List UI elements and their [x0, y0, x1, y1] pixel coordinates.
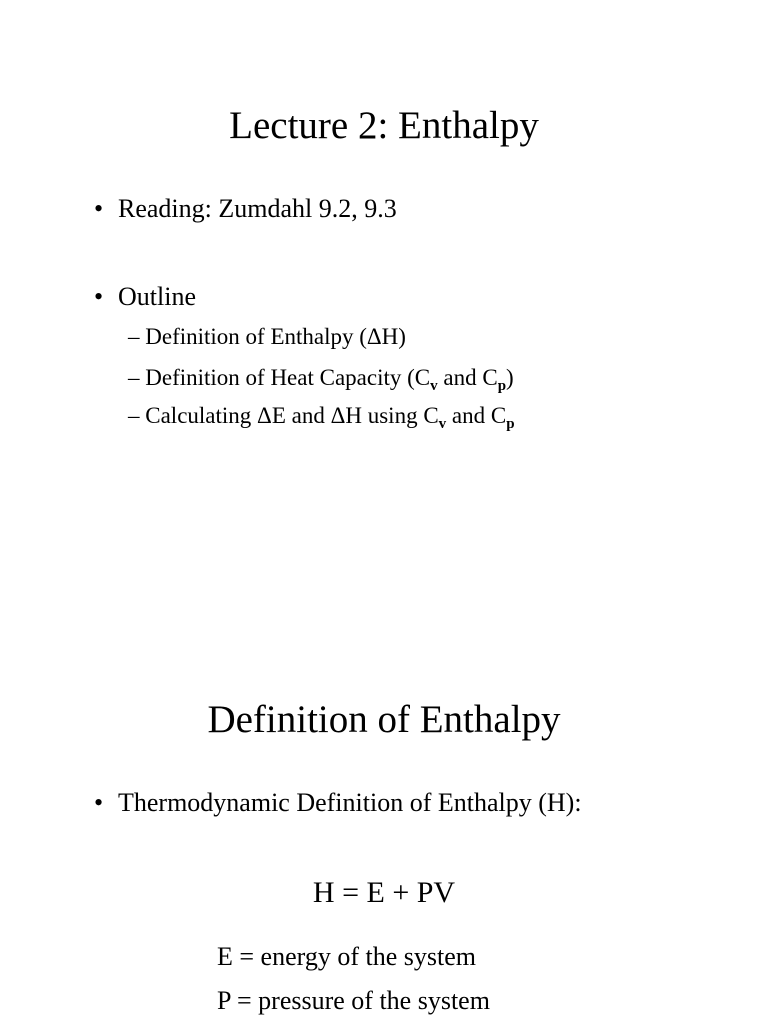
outline-item-text: and C	[446, 403, 507, 428]
bullet-icon: •	[94, 194, 104, 223]
subscript-v: v	[430, 378, 438, 394]
slide2-title: Definition of Enthalpy	[207, 698, 561, 741]
bullet-icon: •	[94, 282, 104, 311]
slide1-title: Lecture 2: Enthalpy	[229, 104, 539, 147]
outline-item-text: and C	[437, 365, 498, 390]
subscript-p: p	[497, 378, 507, 394]
outline-item-text: – Calculating ΔE and ΔH using C	[128, 403, 439, 428]
enthalpy-equation: H = E + PV	[312, 876, 456, 909]
bullet-icon: •	[94, 788, 104, 817]
definition-pressure: P = pressure of the system	[217, 986, 490, 1015]
outline-item-text: )	[506, 365, 514, 390]
outline-item-text: – Definition of Heat Capacity (C	[128, 365, 431, 390]
outline-item-enthalpy	[128, 325, 406, 348]
definition-energy: E = energy of the system	[217, 942, 476, 971]
bullet-outline	[94, 284, 196, 310]
reading-text: Reading: Zumdahl 9.2, 9.3	[118, 194, 397, 223]
outline-item-heat-capacity	[128, 365, 514, 394]
subscript-p: p	[506, 416, 515, 432]
outline-item-calculating	[128, 403, 515, 432]
thermodynamic-text: Thermodynamic Definition of Enthalpy (H):	[118, 788, 582, 817]
outline-text: Outline	[118, 282, 196, 311]
bullet-reading	[94, 196, 397, 222]
bullet-thermodynamic	[94, 790, 582, 816]
subscript-v: v	[438, 416, 447, 432]
outline-item-text: – Definition of Enthalpy (ΔH)	[128, 324, 406, 349]
